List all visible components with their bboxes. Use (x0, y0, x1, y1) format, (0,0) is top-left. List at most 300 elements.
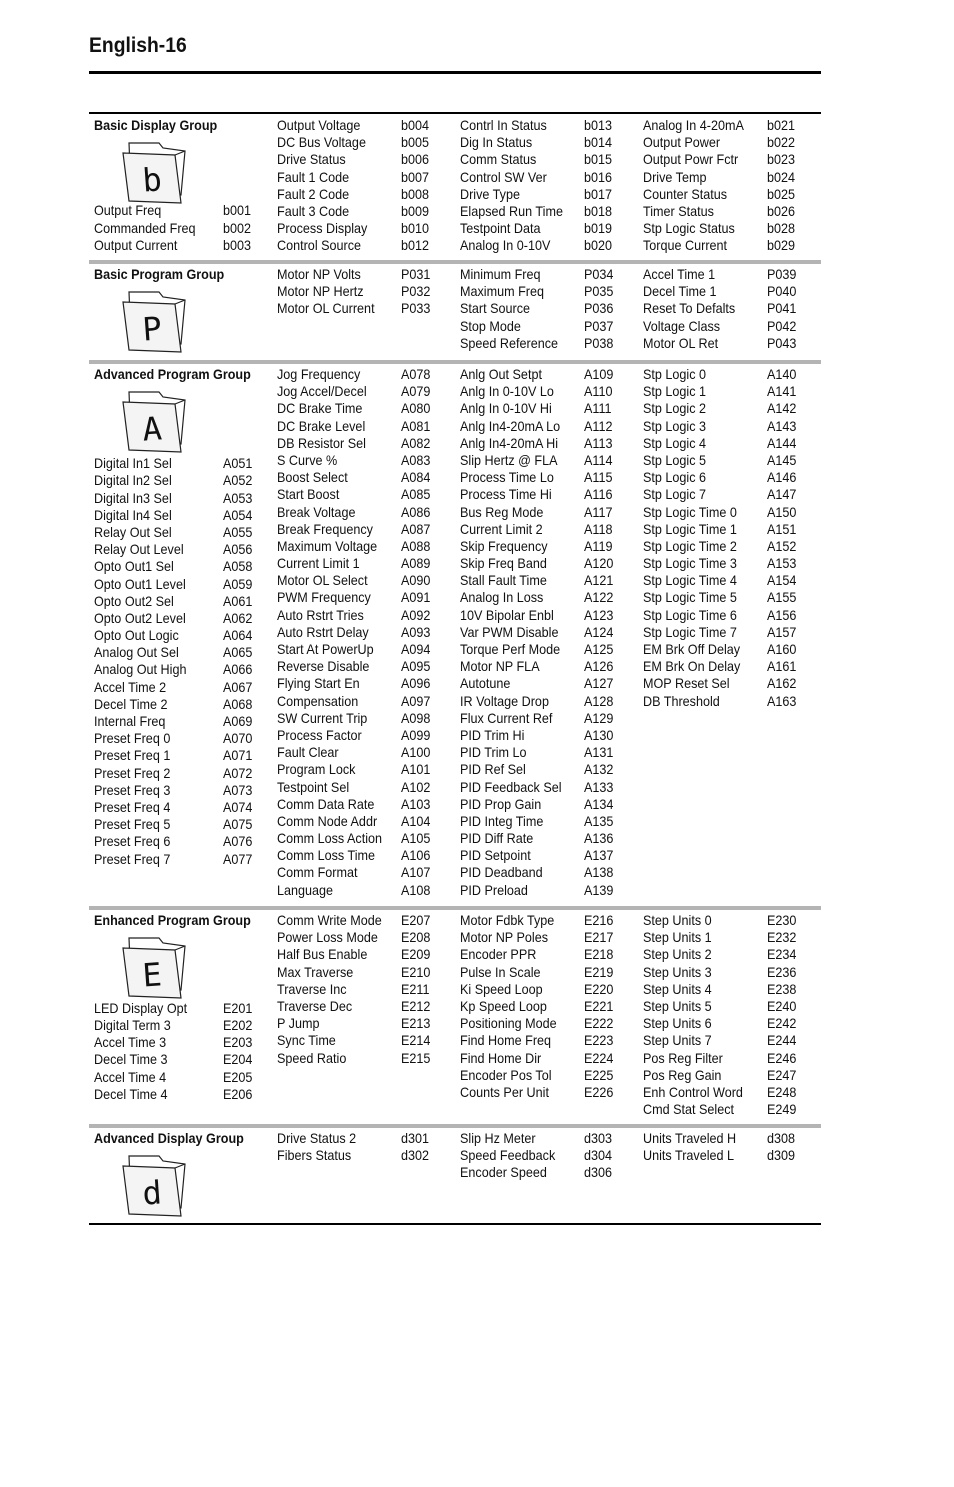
parameter-code: A109 (584, 366, 614, 382)
parameter-name: Minimum Freq (460, 266, 541, 282)
parameter-name: Find Home Dir (460, 1049, 542, 1066)
parameter-code: A108 (401, 881, 431, 898)
parameter-code: b010 (401, 220, 430, 237)
parameter-code: A141 (767, 383, 797, 400)
parameter-code: A095 (401, 658, 431, 675)
parameter-name: Counter Status (643, 185, 728, 202)
parameter-code: b002 (223, 219, 252, 236)
parameter-name: EM Brk Off Delay (643, 641, 741, 657)
parameter-name: Skip Frequency (460, 537, 548, 554)
parameter-code: A077 (223, 850, 253, 867)
parameter-code: A082 (401, 434, 431, 451)
parameter-code: E223 (584, 1032, 614, 1049)
parameter-name: Motor NP Poles (460, 929, 549, 946)
parameter-code: A143 (767, 417, 797, 434)
parameter-code: A118 (584, 520, 613, 537)
parameter-name: Ki Speed Loop (460, 980, 543, 997)
folder-b-icon (119, 139, 191, 207)
parameter-name: Preset Freq 1 (94, 747, 171, 764)
parameter-code: E220 (584, 980, 614, 997)
parameter-code: A139 (584, 881, 614, 898)
parameter-code: E207 (401, 912, 431, 928)
parameter-name: Maximum Freq (460, 283, 545, 300)
parameter-code: A130 (584, 726, 614, 743)
parameter-name: Current Limit 2 (460, 520, 543, 537)
parameter-name: Pos Reg Gain (643, 1066, 722, 1083)
parameter-code: A075 (223, 816, 253, 833)
parameter-name: Step Units 0 (643, 912, 712, 928)
parameter-code: E240 (767, 997, 797, 1014)
parameter-name: Step Units 7 (643, 1032, 712, 1049)
parameter-code: A144 (767, 434, 797, 451)
parameter-code: A062 (223, 609, 253, 626)
parameter-name: Dig In Status (460, 134, 533, 151)
parameter-code: A081 (401, 417, 431, 434)
parameter-name: Step Units 5 (643, 997, 712, 1014)
parameter-name: PID Deadband (460, 864, 543, 881)
parameter-name: Control Source (277, 237, 362, 254)
group-title: Enhanced Program Group (94, 912, 251, 928)
parameter-code: b013 (584, 117, 613, 133)
parameter-name: Stp Logic 4 (643, 434, 707, 451)
parameter-code: E202 (223, 1016, 253, 1033)
parameter-code: A074 (223, 798, 253, 815)
parameter-name: Digital Term 3 (94, 1016, 171, 1033)
parameter-code: P032 (401, 283, 431, 300)
parameter-name: Preset Freq 7 (94, 850, 171, 867)
folder-e-icon (119, 934, 191, 1002)
parameter-name: Decel Time 3 (94, 1051, 168, 1068)
parameter-code: d309 (767, 1147, 796, 1164)
parameter-name: Digital In2 Sel (94, 472, 172, 489)
parameter-code: P036 (584, 300, 614, 317)
parameter-name: Cmd Stat Select (643, 1101, 735, 1118)
parameter-name: 10V Bipolar Enbl (460, 606, 554, 623)
parameter-code: E219 (584, 963, 614, 980)
parameter-code: A058 (223, 558, 253, 575)
folder-d-icon (119, 1152, 191, 1220)
parameter-name: Opto Out2 Level (94, 609, 186, 626)
parameter-code: P037 (584, 317, 614, 334)
svg-text:b: b (141, 160, 164, 200)
parameter-name: Flux Current Ref (460, 709, 553, 726)
parameter-name: Decel Time 2 (94, 695, 168, 712)
parameter-name: PID Ref Sel (460, 761, 526, 778)
parameter-name: S Curve % (277, 451, 338, 468)
parameter-code: A150 (767, 503, 797, 520)
parameter-code: A157 (767, 623, 797, 640)
parameter-code: A085 (401, 486, 431, 503)
parameter-code: E205 (223, 1068, 253, 1085)
parameter-name: Testpoint Sel (277, 778, 350, 795)
parameter-name: Output Power (643, 134, 721, 151)
parameter-name: Max Traverse (277, 963, 354, 980)
parameter-name: Bus Reg Mode (460, 503, 544, 520)
parameter-code: A053 (223, 489, 253, 506)
parameter-code: d304 (584, 1147, 613, 1164)
parameter-name: Comm Write Mode (277, 912, 382, 928)
group-separator (89, 1124, 821, 1128)
parameter-code: A067 (223, 678, 253, 695)
parameter-code: E218 (584, 946, 614, 963)
parameter-code: A107 (401, 864, 431, 881)
parameter-code: A084 (401, 469, 431, 486)
parameter-code: b003 (223, 236, 252, 253)
parameter-name: Step Units 4 (643, 980, 712, 997)
parameter-code: A068 (223, 695, 253, 712)
parameter-name: Stp Logic Time 4 (643, 572, 737, 589)
parameter-name: Drive Status (277, 151, 346, 168)
parameter-code: E204 (223, 1051, 253, 1068)
parameter-name: Fault 2 Code (277, 185, 350, 202)
parameter-code: A092 (401, 606, 431, 623)
parameter-code: A134 (584, 795, 614, 812)
group-title: Basic Display Group (94, 117, 218, 133)
parameter-code: P040 (767, 283, 797, 300)
folder-a-icon (119, 388, 191, 456)
parameter-name: Step Units 2 (643, 946, 712, 963)
parameter-name: Drive Temp (643, 168, 707, 185)
parameter-code: A145 (767, 451, 797, 468)
parameter-code: A065 (223, 644, 253, 661)
parameter-name: Process Time Lo (460, 469, 554, 486)
parameter-name: EM Brk On Delay (643, 658, 741, 675)
parameter-name: Motor NP FLA (460, 658, 540, 675)
parameter-code: E217 (584, 929, 614, 946)
parameter-name: Preset Freq 6 (94, 833, 171, 850)
parameter-code: E222 (584, 1015, 614, 1032)
parameter-code: A083 (401, 451, 431, 468)
parameter-name: Stp Logic 2 (643, 400, 707, 417)
parameter-name: PID Integ Time (460, 812, 544, 829)
parameter-name: Auto Rstrt Delay (277, 623, 369, 640)
parameter-name: Auto Rstrt Tries (277, 606, 364, 623)
parameter-name: Opto Out1 Sel (94, 558, 174, 575)
parameter-code: A154 (767, 572, 797, 589)
parameter-code: A123 (584, 606, 614, 623)
parameter-code: P041 (767, 300, 797, 317)
parameter-code: A115 (584, 469, 613, 486)
parameter-name: Contrl In Status (460, 117, 547, 133)
parameter-name: Comm Data Rate (277, 795, 375, 812)
parameter-code: A127 (584, 675, 614, 692)
parameter-code: A051 (223, 455, 253, 472)
parameter-name: Preset Freq 3 (94, 781, 171, 798)
parameter-code: E214 (401, 1032, 431, 1049)
header-rule (89, 71, 821, 74)
parameter-code: A161 (767, 658, 797, 675)
parameter-name: Torque Perf Mode (460, 641, 561, 657)
table-bottom-rule (89, 1223, 821, 1225)
parameter-code: b024 (767, 168, 796, 185)
parameter-code: A137 (584, 847, 614, 864)
parameter-code: A125 (584, 641, 614, 657)
parameter-name: Opto Out1 Level (94, 575, 186, 592)
parameter-name: Slip Hz Meter (460, 1130, 536, 1146)
parameter-code: A132 (584, 761, 614, 778)
folder-p-icon (119, 288, 191, 356)
parameter-name: Half Bus Enable (277, 946, 368, 963)
parameter-name: Comm Loss Action (277, 830, 383, 847)
parameter-code: d306 (584, 1164, 613, 1181)
parameter-name: Comm Loss Time (277, 847, 376, 864)
parameter-code: b001 (223, 202, 252, 219)
parameter-code: A113 (584, 434, 613, 451)
parameter-name: Output Freq (94, 202, 162, 219)
parameter-name: Jog Frequency (277, 366, 361, 382)
parameter-name: Reverse Disable (277, 658, 370, 675)
parameter-name: Motor OL Ret (643, 334, 719, 351)
parameter-code: A116 (584, 486, 613, 503)
parameter-name: PID Feedback Sel (460, 778, 562, 795)
parameter-name: Opto Out2 Sel (94, 592, 174, 609)
parameter-code: E236 (767, 963, 797, 980)
parameter-name: Stall Fault Time (460, 572, 547, 589)
parameter-code: P038 (584, 334, 614, 351)
parameter-name: Motor Fdbk Type (460, 912, 555, 928)
parameter-name: DB Threshold (643, 692, 720, 709)
parameter-name: Flying Start En (277, 675, 360, 692)
parameter-code: A128 (584, 692, 614, 709)
parameter-name: DC Brake Time (277, 400, 363, 417)
parameter-name: Torque Current (643, 237, 728, 254)
parameter-name: Encoder Pos Tol (460, 1066, 552, 1083)
parameter-code: A105 (401, 830, 431, 847)
parameter-code: A162 (767, 675, 797, 692)
parameter-code: b014 (584, 134, 613, 151)
parameter-code: A104 (401, 812, 431, 829)
parameter-code: A153 (767, 555, 797, 572)
parameter-code: P042 (767, 317, 797, 334)
parameter-code: A066 (223, 661, 253, 678)
parameter-name: Speed Feedback (460, 1147, 556, 1164)
parameter-name: Internal Freq (94, 713, 166, 729)
parameter-name: Stp Logic 6 (643, 469, 707, 486)
parameter-code: A103 (401, 795, 431, 812)
parameter-name: Program Lock (277, 761, 356, 778)
parameter-name: Analog Out High (94, 661, 187, 678)
parameter-code: E201 (223, 999, 253, 1016)
parameter-code: b007 (401, 168, 430, 185)
parameter-code: A124 (584, 623, 614, 640)
svg-text:E: E (141, 955, 164, 995)
parameter-name: Autotune (460, 675, 511, 692)
parameter-name: Stp Logic Time 5 (643, 589, 737, 606)
parameter-code: A056 (223, 541, 253, 558)
parameter-name: Testpoint Data (460, 220, 541, 237)
parameter-name: Current Limit 1 (277, 555, 360, 572)
parameter-name: Start Boost (277, 486, 340, 503)
parameter-code: P034 (584, 266, 614, 282)
parameter-code: A100 (401, 744, 431, 761)
parameter-name: Accel Time 4 (94, 1068, 167, 1085)
parameter-code: b021 (767, 117, 796, 133)
parameter-code: A152 (767, 537, 797, 554)
parameter-name: Stp Logic Time 0 (643, 503, 737, 520)
group-title: Advanced Display Group (94, 1130, 244, 1146)
parameter-code: A080 (401, 400, 431, 417)
parameter-name: Fault 3 Code (277, 202, 350, 219)
parameter-name: Decel Time 1 (643, 283, 717, 300)
parameter-name: Process Factor (277, 726, 362, 743)
parameter-code: P035 (584, 283, 614, 300)
parameter-name: Anlg Out Setpt (460, 366, 542, 382)
parameter-name: Output Voltage (277, 117, 361, 133)
parameter-code: b006 (401, 151, 430, 168)
parameter-name: Find Home Freq (460, 1032, 552, 1049)
parameter-name: PID Trim Lo (460, 744, 527, 761)
parameter-name: Anlg In4-20mA Hi (460, 434, 559, 451)
parameter-code: A106 (401, 847, 431, 864)
parameter-code: A094 (401, 641, 431, 657)
parameter-name: Preset Freq 2 (94, 764, 171, 781)
parameter-name: Stp Logic Time 7 (643, 623, 737, 640)
parameter-name: Stp Logic 3 (643, 417, 707, 434)
parameter-code: b016 (584, 168, 613, 185)
parameter-code: b009 (401, 202, 430, 219)
parameter-code: A129 (584, 709, 614, 726)
parameter-code: A121 (584, 572, 614, 589)
parameter-name: Digital In1 Sel (94, 455, 172, 472)
parameter-name: Units Traveled H (643, 1130, 737, 1146)
parameter-name: Maximum Voltage (277, 537, 378, 554)
parameter-code: A096 (401, 675, 431, 692)
parameter-code: E230 (767, 912, 797, 928)
parameter-name: Start At PowerUp (277, 641, 374, 657)
parameter-name: Var PWM Disable (460, 623, 559, 640)
parameter-code: A133 (584, 778, 614, 795)
parameter-code: A052 (223, 472, 253, 489)
parameter-code: A119 (584, 537, 613, 554)
parameter-name: Relay Out Level (94, 541, 184, 558)
parameter-name: Stp Logic Time 1 (643, 520, 737, 537)
group-title: Advanced Program Group (94, 366, 251, 382)
parameter-name: SW Current Trip (277, 709, 368, 726)
svg-text:A: A (141, 409, 164, 449)
parameter-code: b005 (401, 134, 430, 151)
parameter-code: A079 (401, 383, 431, 400)
group-separator (89, 260, 821, 264)
parameter-name: Boost Select (277, 469, 348, 486)
table-top-rule (89, 112, 821, 114)
parameter-name: Fibers Status (277, 1147, 352, 1164)
parameter-code: b028 (767, 220, 796, 237)
parameter-code: A136 (584, 830, 614, 847)
parameter-code: P033 (401, 300, 431, 317)
parameter-name: P Jump (277, 1015, 320, 1032)
parameter-name: Stp Logic Time 2 (643, 537, 737, 554)
svg-text:d: d (141, 1173, 164, 1213)
parameter-name: Anlg In 0-10V Hi (460, 400, 552, 417)
group-separator (89, 906, 821, 910)
parameter-code: A163 (767, 692, 797, 709)
parameter-code: b026 (767, 202, 796, 219)
parameter-code: A147 (767, 486, 797, 503)
parameter-code: E234 (767, 946, 797, 963)
parameter-name: Comm Node Addr (277, 812, 378, 829)
parameter-code: E208 (401, 929, 431, 946)
parameter-name: Timer Status (643, 202, 714, 219)
parameter-code: b018 (584, 202, 613, 219)
parameter-name: Analog In 0-10V (460, 237, 551, 254)
parameter-name: Motor NP Volts (277, 266, 361, 282)
parameter-name: Encoder PPR (460, 946, 537, 963)
parameter-name: Pulse In Scale (460, 963, 541, 980)
parameter-code: A097 (401, 692, 431, 709)
parameter-code: A112 (584, 417, 613, 434)
parameter-code: E213 (401, 1015, 431, 1032)
parameter-name: Break Voltage (277, 503, 356, 520)
parameter-name: Stp Logic Status (643, 220, 735, 237)
parameter-name: Fault Clear (277, 744, 339, 761)
parameter-name: Stp Logic Time 6 (643, 606, 737, 623)
parameter-name: Accel Time 1 (643, 266, 716, 282)
parameter-name: Preset Freq 5 (94, 816, 171, 833)
parameter-name: Step Units 6 (643, 1015, 712, 1032)
parameter-code: A073 (223, 781, 253, 798)
parameter-code: d303 (584, 1130, 613, 1146)
parameter-name: Drive Type (460, 185, 521, 202)
svg-text:P: P (141, 309, 164, 349)
parameter-code: b015 (584, 151, 613, 168)
parameter-code: b020 (584, 237, 613, 254)
parameter-name: Traverse Dec (277, 997, 353, 1014)
parameter-name: Opto Out Logic (94, 627, 179, 644)
parameter-code: E209 (401, 946, 431, 963)
parameter-code: A138 (584, 864, 614, 881)
parameter-code: E216 (584, 912, 614, 928)
parameter-code: A114 (584, 451, 613, 468)
parameter-code: A098 (401, 709, 431, 726)
parameter-code: A131 (584, 744, 614, 761)
parameter-name: Stp Logic 5 (643, 451, 707, 468)
parameter-code: E244 (767, 1032, 797, 1049)
parameter-code: A088 (401, 537, 431, 554)
parameter-name: Stop Mode (460, 317, 521, 334)
parameter-name: PID Setpoint (460, 847, 531, 864)
parameter-code: A087 (401, 520, 431, 537)
parameter-name: Power Loss Mode (277, 929, 378, 946)
parameter-code: A135 (584, 812, 614, 829)
parameter-code: A099 (401, 726, 431, 743)
parameter-code: b022 (767, 134, 796, 151)
parameter-code: A059 (223, 575, 253, 592)
parameter-name: Relay Out Sel (94, 523, 172, 540)
parameter-name: Step Units 1 (643, 929, 712, 946)
parameter-name: Motor OL Current (277, 300, 375, 317)
parameter-name: PID Prop Gain (460, 795, 542, 812)
parameter-code: A061 (223, 592, 253, 609)
parameter-name: Stp Logic 0 (643, 366, 707, 382)
parameter-code: E215 (401, 1049, 431, 1066)
parameter-name: Control SW Ver (460, 168, 547, 185)
parameter-name: Speed Ratio (277, 1049, 347, 1066)
parameter-name: Elapsed Run Time (460, 202, 563, 219)
parameter-name: Traverse Inc (277, 980, 347, 997)
parameter-name: DC Brake Level (277, 417, 366, 434)
parameter-name: LED Display Opt (94, 999, 188, 1016)
parameter-code: E246 (767, 1049, 797, 1066)
parameter-name: Reset To Defalts (643, 300, 736, 317)
parameter-name: Counts Per Unit (460, 1083, 549, 1100)
parameter-name: PID Trim Hi (460, 726, 525, 743)
parameter-name: Preset Freq 0 (94, 730, 171, 747)
parameter-code: E226 (584, 1083, 614, 1100)
parameter-code: E221 (584, 997, 614, 1014)
parameter-name: Units Traveled L (643, 1147, 735, 1164)
parameter-name: PWM Frequency (277, 589, 371, 606)
parameter-code: A093 (401, 623, 431, 640)
